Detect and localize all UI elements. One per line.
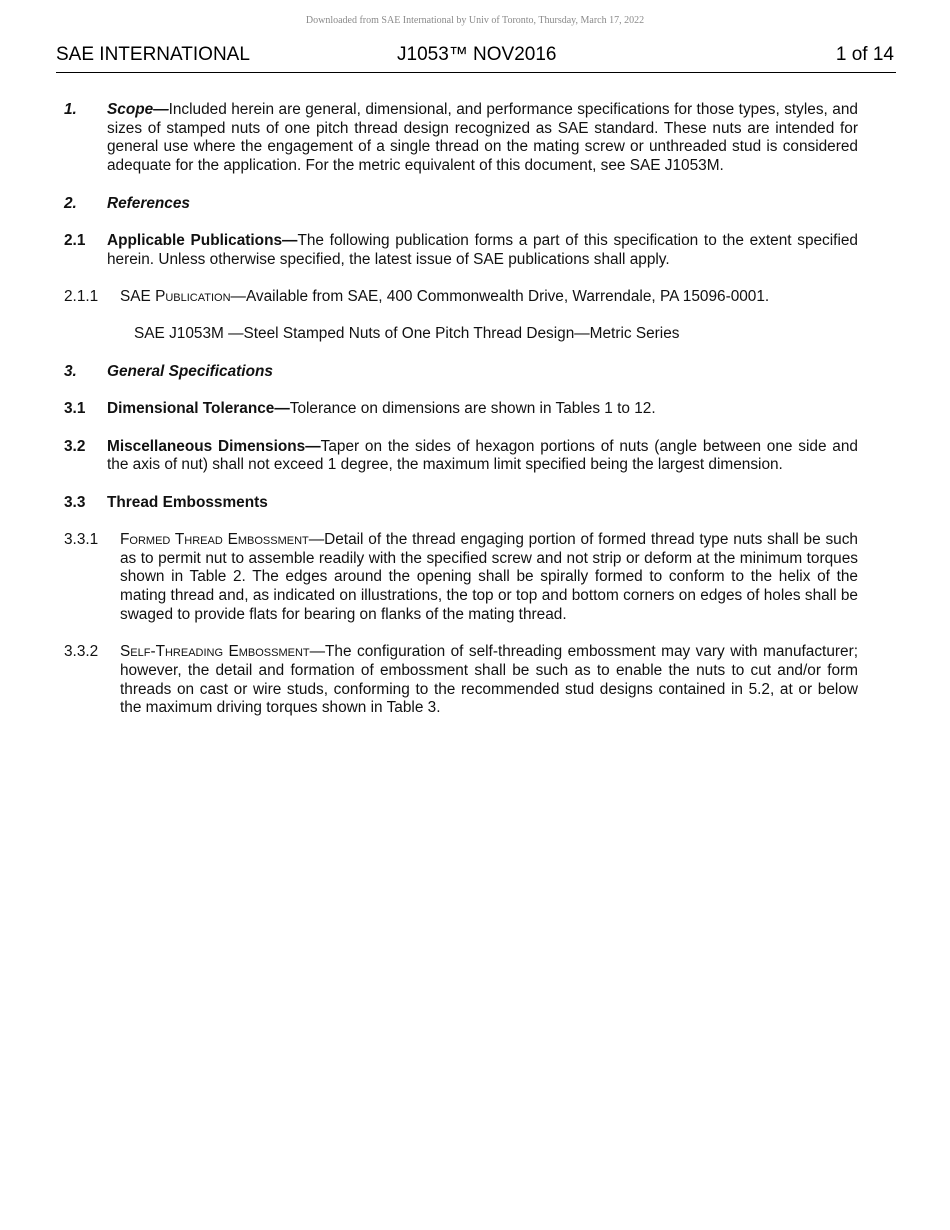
section-3-3-2-self-threading-embossment bbox=[64, 643, 858, 718]
section-paragraph bbox=[64, 232, 858, 269]
section-title: Self-Threading Embossment bbox=[120, 643, 310, 661]
section-3-2-miscellaneous-dimensions bbox=[64, 438, 858, 475]
page-header bbox=[56, 44, 896, 73]
reference-item bbox=[64, 325, 858, 344]
section-number: 3.3.1 bbox=[64, 531, 99, 549]
section-number: 3.3.2 bbox=[64, 643, 99, 661]
section-text: Taper on the sides of hexagon portions of nuts (angle between one side and the axis of nut) shall not exceed 1 degree, the maximum limit specified being the largest dimension. bbox=[107, 437, 858, 474]
section-number: 1. bbox=[64, 101, 77, 118]
header-document-id: J1053™ NOV2016 bbox=[397, 44, 557, 65]
section-2-1-applicable-publications bbox=[64, 232, 858, 269]
section-title: Formed Thread Embossment bbox=[120, 531, 309, 549]
section-text: The following publication forms a part of this specification to the extent specified herein. Unless otherwise specified, the latest issue of SAE publications shall apply. bbox=[107, 231, 858, 268]
section-text: —The configuration of self-threading embossment may vary with manufacturer; however, the detail and formation of embossment shall be such as to enable the nuts to cut and/or form threads on cast or wire studs, conforming to the recommended stud designs contained in 5.2, at or below the maximum driving torques shown in Table 3. bbox=[120, 643, 858, 717]
section-title: Scope bbox=[107, 101, 154, 118]
section-3-3-thread-embossments bbox=[64, 494, 858, 513]
section-number: 3. bbox=[64, 362, 77, 380]
section-text: —Detail of the thread engaging portion of formed thread type nuts shall be such as to permit nut to assemble readily with the specified screw and not strip or deform at the minimum torques shown in Table 2. The edges around the opening shall be spirally formed to conform to the helix of the mating thread and, as indicated on illustrations, the top or top and bottom corners on edges of holes shall be swaged to provide flats for bearing on flanks of the mating thread. bbox=[120, 531, 858, 623]
section-paragraph bbox=[64, 643, 858, 718]
section-paragraph bbox=[64, 288, 858, 307]
section-title: Applicable Publications— bbox=[107, 231, 298, 249]
section-3-general-specifications bbox=[64, 363, 858, 382]
section-paragraph bbox=[64, 531, 858, 625]
section-title: General Specifications bbox=[107, 362, 273, 380]
section-title: SAE Publication bbox=[120, 287, 231, 305]
section-title: References bbox=[107, 194, 190, 212]
section-3-1-dimensional-tolerance bbox=[64, 400, 858, 419]
reference-text: SAE J1053M —Steel Stamped Nuts of One Pitch Thread Design—Metric Series bbox=[134, 325, 680, 343]
section-text: Included herein are general, dimensional, and performance specifications for those types, styles, and sizes of stamped nuts of one pitch thread design recognized as SAE standard. These nuts are intended for general use where the engagement of a single thread on the mating screw or unthreaded stud is considered adequate for the application. For the metric equivalent of this document, see SAE J1053M. bbox=[107, 101, 858, 175]
section-1-scope bbox=[64, 101, 858, 176]
section-paragraph bbox=[64, 438, 858, 475]
section-number: 3.3 bbox=[64, 493, 86, 511]
section-paragraph bbox=[64, 400, 858, 419]
section-3-3-1-formed-thread-embossment bbox=[64, 531, 858, 625]
section-number: 2.1 bbox=[64, 231, 86, 249]
section-title: Dimensional Tolerance— bbox=[107, 400, 290, 418]
section-2-references bbox=[64, 195, 858, 214]
section-title: Miscellaneous Dimensions— bbox=[107, 437, 321, 455]
section-2-1-1-sae-publication bbox=[64, 288, 858, 307]
download-notice: Downloaded from SAE International by Univ of Toronto, Thursday, March 17, 2022 bbox=[305, 15, 645, 26]
section-number: 2.1.1 bbox=[64, 287, 99, 305]
header-organization: SAE INTERNATIONAL bbox=[56, 44, 250, 65]
section-title-dash: — bbox=[153, 101, 169, 118]
section-text: —Available from SAE, 400 Commonwealth Drive, Warrendale, PA 15096-0001. bbox=[230, 287, 770, 305]
header-page-number: 1 of 14 bbox=[835, 44, 894, 65]
section-title: Thread Embossments bbox=[107, 493, 268, 511]
section-number: 2. bbox=[64, 194, 77, 212]
section-text: Tolerance on dimensions are shown in Tables 1 to 12. bbox=[289, 400, 656, 418]
section-paragraph bbox=[64, 101, 858, 176]
section-number: 3.2 bbox=[64, 437, 86, 455]
section-number: 3.1 bbox=[64, 400, 86, 418]
document-body bbox=[64, 101, 858, 737]
